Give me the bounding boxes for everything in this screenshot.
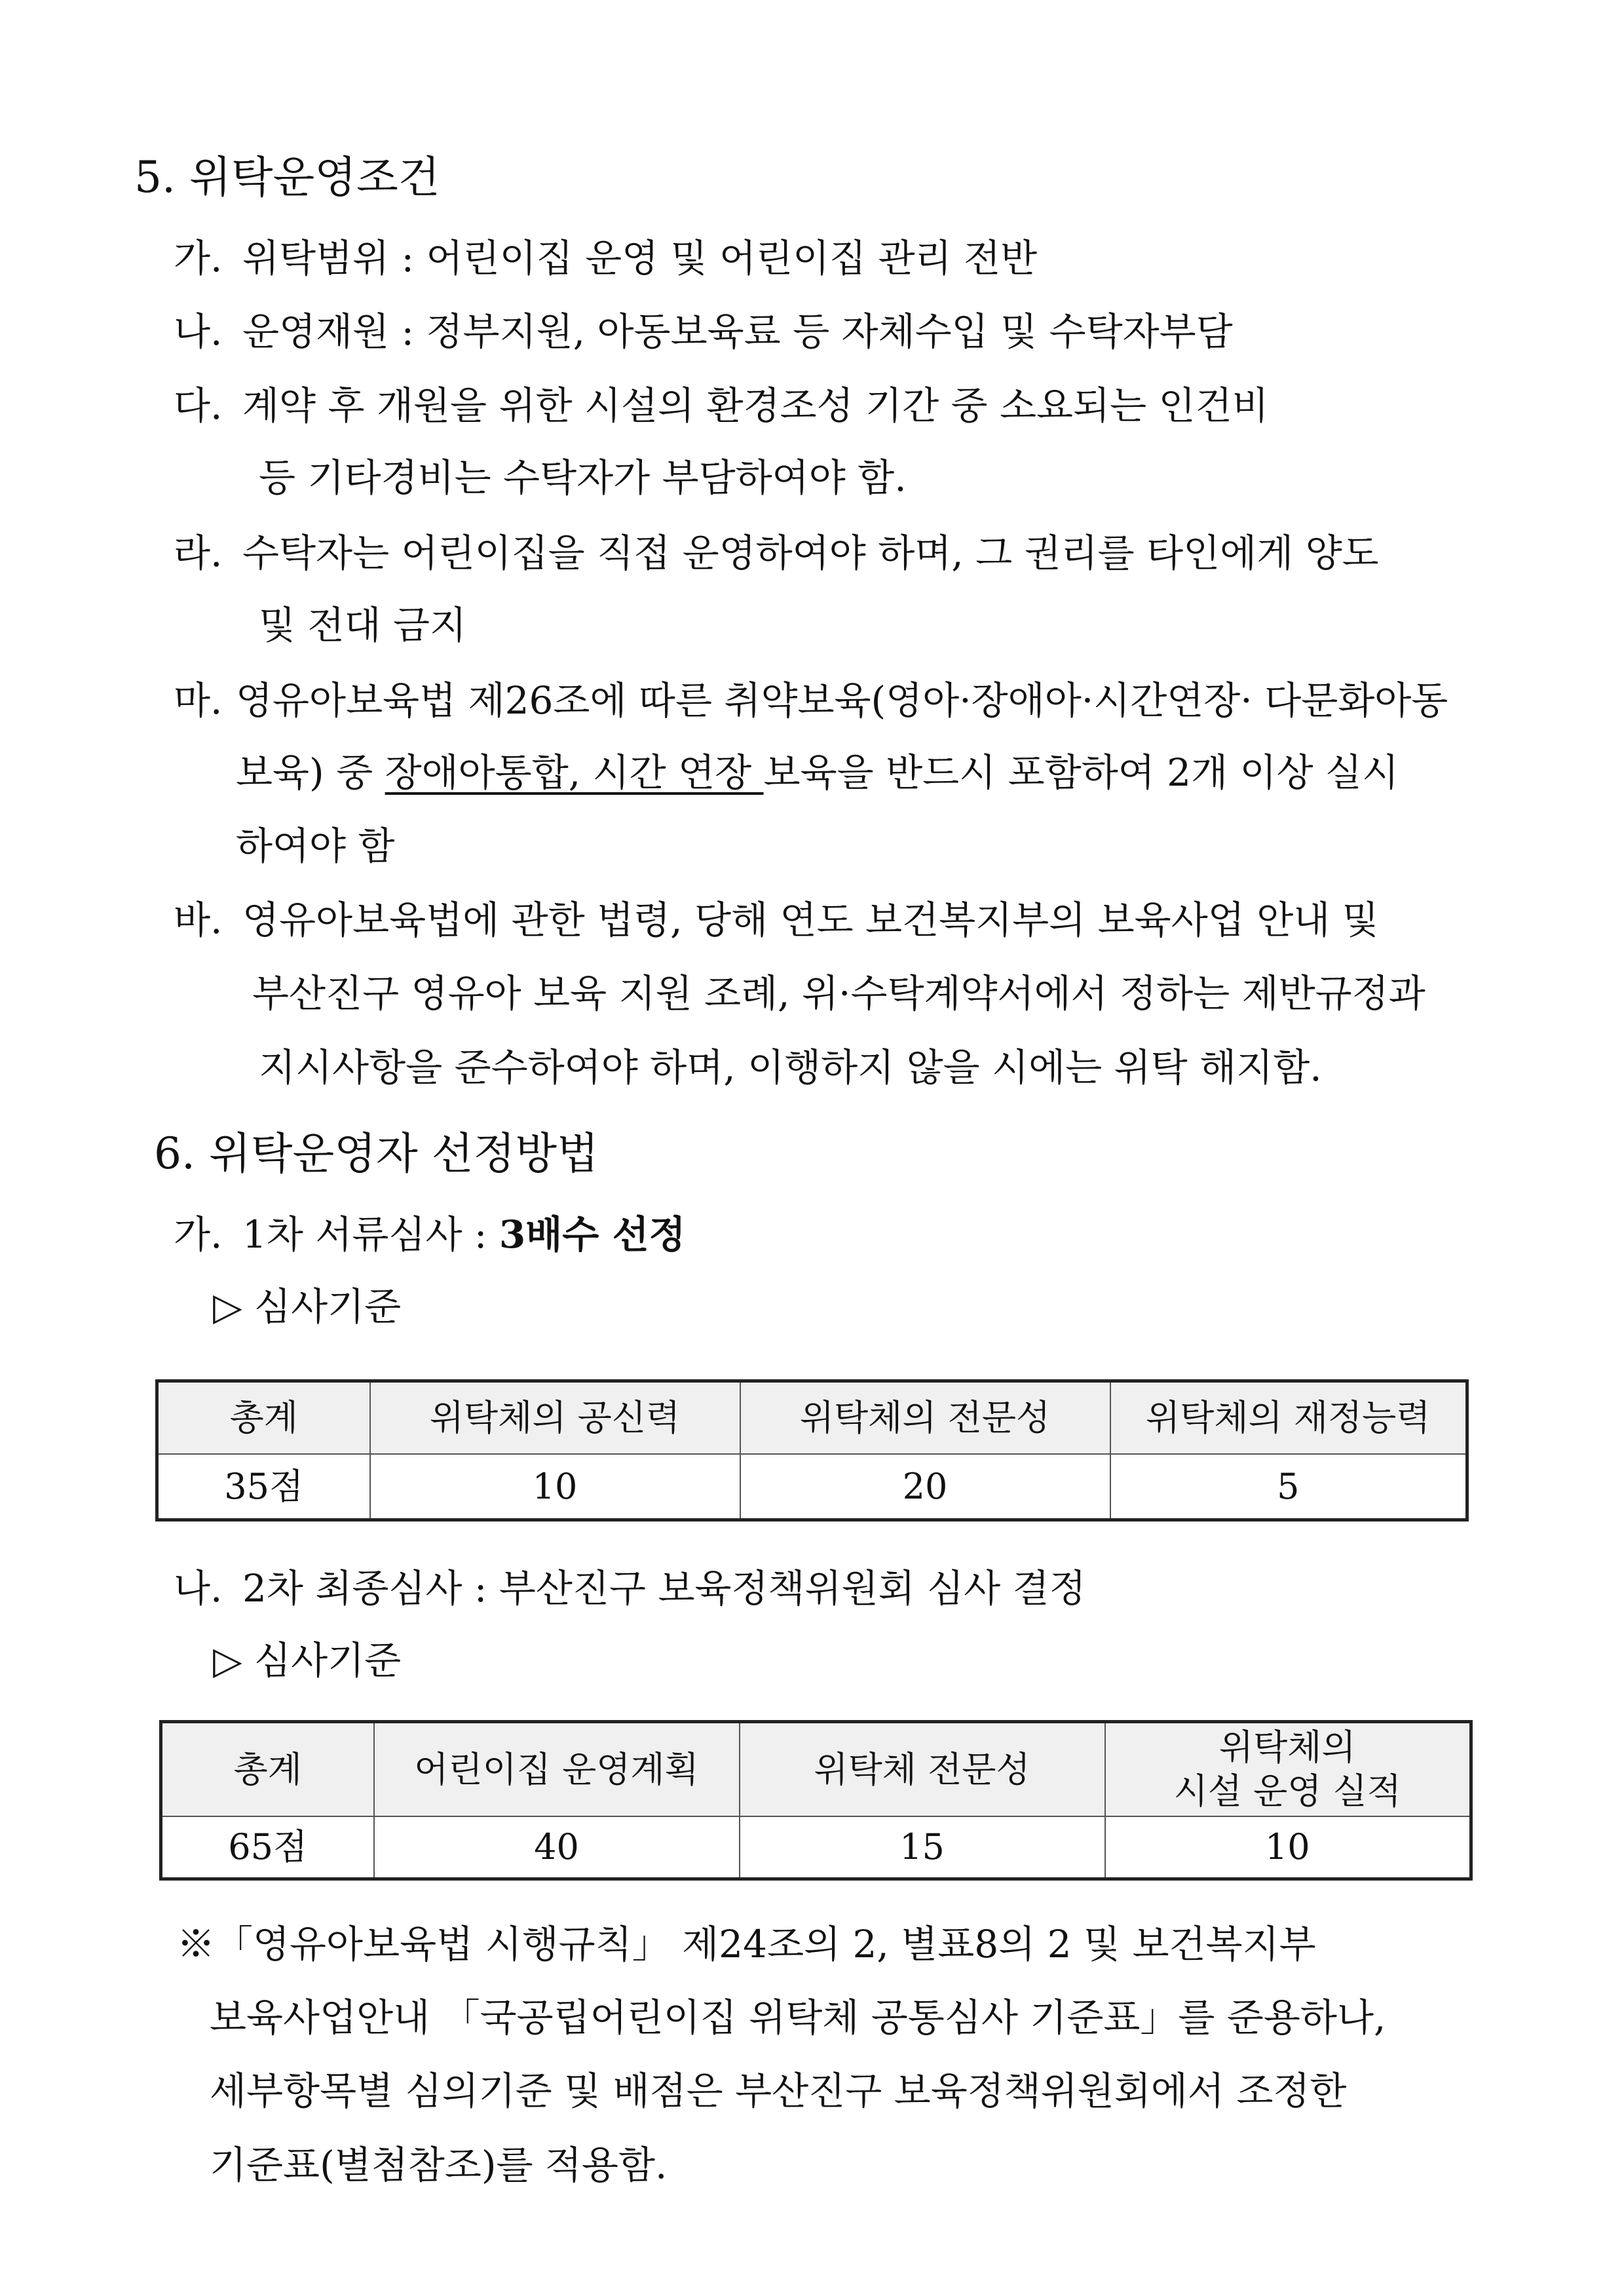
step-2-criteria-label: ▷ 심사기준 — [213, 1638, 402, 1683]
table-1-credibility-value: 10 — [370, 1454, 740, 1520]
note-line-3: 세부항목별 심의기준 및 배점은 부산진구 보육정책위원회에서 조정한 — [210, 2069, 1347, 2113]
item-ba-line-1: 영유아보육법에 관한 법령, 당해 연도 보건복지부의 보육사업 안내 및 — [242, 898, 1379, 942]
step-1-bold: 3배수 선정 — [499, 1212, 686, 1257]
item-ra-marker: 라. — [174, 531, 223, 575]
table-1-header-expertise: 위탁체의 전문성 — [740, 1381, 1110, 1454]
item-ma-line-2 — [236, 750, 1399, 795]
criteria-table-1 — [155, 1379, 1469, 1521]
table-1-header-credibility: 위탁체의 공신력 — [370, 1381, 740, 1454]
item-ma-marker: 마. — [174, 678, 223, 723]
table-2-total-value: 65점 — [161, 1816, 374, 1879]
note-line-2: 보육사업안내 「국공립어린이집 위탁체 공통심사 기준표」를 준용하나, — [210, 1995, 1386, 2040]
table-2-expertise-value: 15 — [740, 1816, 1105, 1879]
item-ma-line-1: 영유아보육법 제26조에 따른 취약보육(영아·장애아·시간연장· 다문화아동 — [236, 678, 1448, 723]
table-2-header-record — [1105, 1722, 1471, 1816]
table-2-plan-value: 40 — [374, 1816, 740, 1879]
table-2-header-expertise: 위탁체 전문성 — [740, 1722, 1105, 1816]
item-ga-marker: 가. — [174, 236, 223, 280]
item-da-line-1: 계약 후 개원을 위한 시설의 환경조성 기간 중 소요되는 인건비 — [242, 383, 1269, 428]
table-2-header-record-line-1: 위탁체의 — [1218, 1726, 1356, 1768]
table-1-finance-value: 5 — [1110, 1454, 1467, 1520]
item-ma-underlined-text: 장애아통합, 시간 연장 — [385, 750, 764, 795]
step-1-marker: 가. — [174, 1212, 223, 1257]
item-ba-line-2: 부산진구 영유아 보육 지원 조례, 위·수탁계약서에서 정하는 제반규정과 — [252, 971, 1426, 1016]
item-ra-line-2: 및 전대 금지 — [259, 603, 467, 647]
item-ma-line-3: 하여야 함 — [236, 824, 395, 868]
step-2-marker: 나. — [174, 1566, 223, 1611]
table-2-header-record-line-2: 시설 운영 실적 — [1173, 1770, 1401, 1812]
item-ba-marker: 바. — [174, 898, 223, 942]
table-1-header-total: 총계 — [157, 1381, 370, 1454]
table-2-header-total: 총계 — [161, 1722, 374, 1816]
section-5-heading: 5. 위탁운영조건 — [134, 152, 440, 202]
table-1-header-finance: 위탁체의 재정능력 — [1110, 1381, 1467, 1454]
item-da-marker: 다. — [174, 383, 223, 428]
item-ga-text: 위탁범위 : 어린이집 운영 및 어린이집 관리 전반 — [242, 236, 1038, 280]
table-2-header-plan: 어린이집 운영계획 — [374, 1722, 740, 1816]
note-line-4: 기준표(별첨참조)를 적용함. — [210, 2143, 668, 2187]
item-na-text: 운영재원 : 정부지원, 아동보육료 등 자체수입 및 수탁자부담 — [242, 309, 1233, 354]
section-6-heading: 6. 위탁운영자 선정방법 — [154, 1128, 599, 1179]
note-line-1: ※「영유아보육법 시행규칙」 제24조의 2, 별표8의 2 및 보건복지부 — [177, 1922, 1316, 1966]
item-ba-line-3: 지시사항을 준수하여야 하며, 이행하지 않을 시에는 위탁 해지함. — [259, 1045, 1322, 1090]
table-2-record-value: 10 — [1105, 1816, 1471, 1879]
item-da-line-2: 등 기타경비는 수탁자가 부담하여야 함. — [259, 455, 907, 500]
step-1-text — [242, 1212, 686, 1257]
step-1-label: 1차 서류심사 : — [242, 1212, 499, 1257]
table-1-expertise-value: 20 — [740, 1454, 1110, 1520]
step-2-text: 2차 최종심사 : 부산진구 보육정책위원회 심사 결정 — [242, 1566, 1086, 1611]
table-1-total-value: 35점 — [157, 1454, 370, 1520]
criteria-table-2 — [159, 1720, 1473, 1881]
step-1-criteria-label: ▷ 심사기준 — [213, 1284, 402, 1329]
item-ra-line-1: 수탁자는 어린이집을 직접 운영하여야 하며, 그 권리를 타인에게 양도 — [242, 531, 1379, 575]
item-ma-line-2-before: 보육) 중 — [236, 750, 385, 795]
item-na-marker: 나. — [174, 309, 223, 354]
item-ma-line-2-after: 보육을 반드시 포함하여 2개 이상 실시 — [763, 750, 1399, 795]
